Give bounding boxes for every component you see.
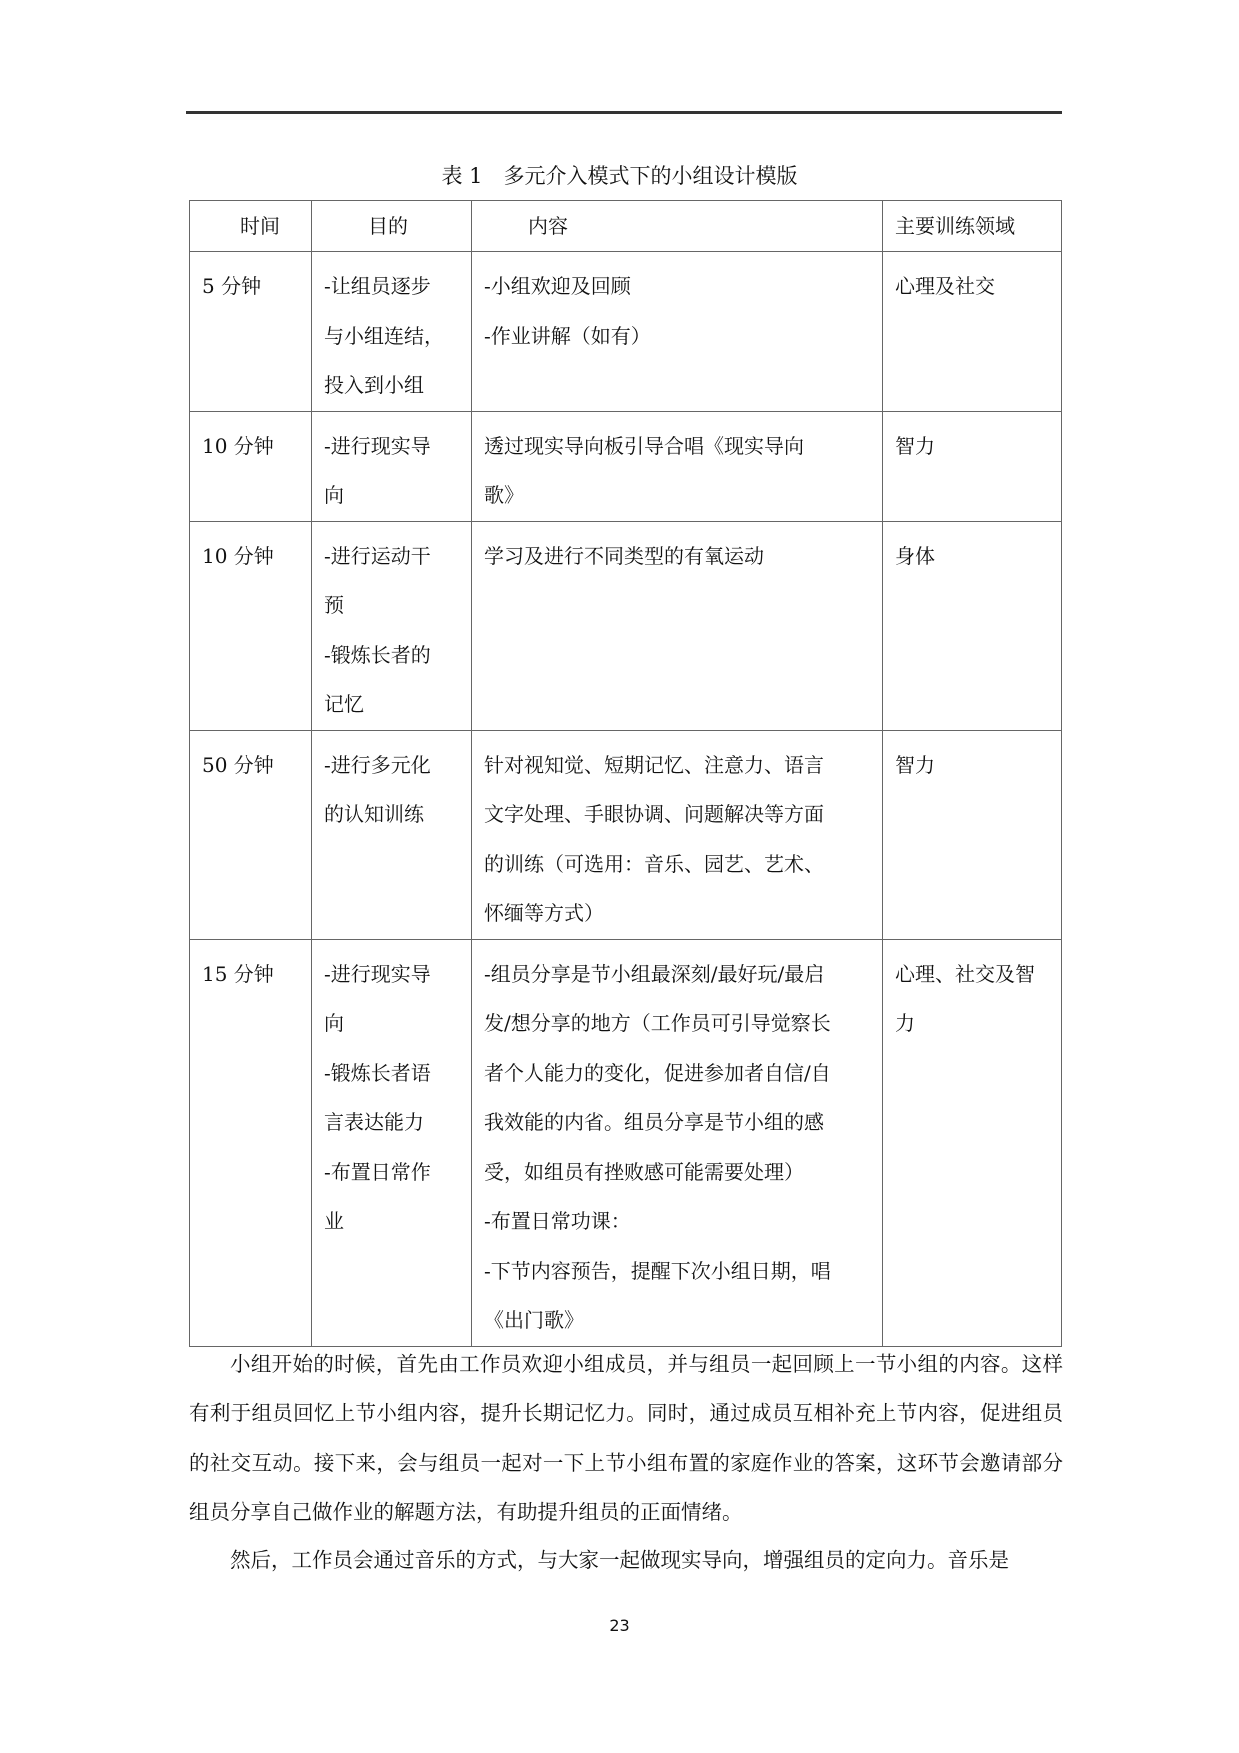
cell-domain [883, 521, 1062, 730]
cell-content [472, 730, 883, 939]
header-content: 内容 [472, 201, 883, 252]
cell-time: 50 分钟 [190, 730, 312, 939]
cell-purpose [312, 939, 472, 1346]
cell-domain-line: 身体 [895, 543, 935, 568]
cell-purpose-line: 的认知训练 [324, 802, 424, 826]
cell-content-line: -小组欢迎及回顾 [484, 274, 631, 298]
cell-purpose-line: 记忆 [324, 692, 364, 716]
cell-content-line: 文字处理、手眼协调、问题解决等方面 [484, 802, 824, 826]
cell-content [472, 252, 883, 412]
body-paragraph: 小组开始的时候，首先由工作员欢迎小组成员，并与组员一起回顾上一节小组的内容。这样有利于组员回忆上节小组内容，提升长期记忆力。同时，通过成员互相补充上节内容，促进组员的社交互动。接下来，会与组员一起对一下上节小组布置的家庭作业的答案，这环节会邀请部分组员分享自己做作业的解题方法，有助提升组员的正面情绪。 [189, 1352, 1063, 1524]
cell-purpose-line: 业 [324, 1209, 344, 1233]
cell-purpose-line: 向 [324, 483, 344, 507]
cell-time: 10 分钟 [190, 521, 312, 730]
cell-purpose-line: 投入到小组 [324, 373, 424, 397]
cell-content-line: 受，如组员有挫败感可能需要处理） [484, 1159, 804, 1184]
cell-time: 10 分钟 [190, 411, 312, 521]
table-row [190, 730, 1062, 939]
cell-purpose-line: -锻炼长者语 [324, 1060, 431, 1085]
cell-purpose-line: -进行现实导 [324, 433, 431, 458]
cell-domain [883, 252, 1062, 412]
table-caption: 表 1 多元介入模式下的小组设计模版 [441, 164, 798, 188]
table-row [190, 521, 1062, 730]
cell-content-line: -组员分享是节小组最深刻/最好玩/最启 [484, 961, 825, 986]
cell-purpose [312, 252, 472, 412]
table-row [190, 252, 1062, 412]
cell-domain [883, 730, 1062, 939]
cell-domain-line: 智力 [895, 433, 935, 458]
cell-time: 15 分钟 [190, 939, 312, 1346]
cell-purpose-line: -进行运动干 [324, 543, 431, 568]
cell-content [472, 411, 883, 521]
cell-time: 5 分钟 [190, 252, 312, 412]
cell-purpose-line: -布置日常作 [324, 1159, 431, 1184]
table-row [190, 939, 1062, 1346]
cell-purpose [312, 730, 472, 939]
cell-content-line: 透过现实导向板引导合唱《现实导向 [484, 433, 804, 458]
body-paragraph: 然后，工作员会通过音乐的方式，与大家一起做现实导向，增强组员的定向力。音乐是 [230, 1548, 1009, 1572]
cell-purpose-line: 向 [324, 1011, 344, 1035]
cell-content [472, 939, 883, 1346]
cell-domain-line: 智力 [895, 752, 935, 777]
cell-purpose-line: 言表达能力 [324, 1110, 424, 1134]
table-row [190, 411, 1062, 521]
cell-purpose [312, 521, 472, 730]
cell-purpose-line: -进行现实导 [324, 961, 431, 986]
cell-content-line: 者个人能力的变化，促进参加者自信/自 [484, 1060, 831, 1085]
cell-purpose-line: -进行多元化 [324, 752, 431, 777]
cell-domain-line: 心理、社交及智 [895, 961, 1035, 986]
cell-content-line: 《出门歌》 [484, 1308, 584, 1332]
cell-domain-line: 心理及社交 [895, 274, 995, 298]
cell-purpose-line: -锻炼长者的 [324, 642, 431, 667]
cell-domain [883, 939, 1062, 1346]
cell-content-line: 我效能的内省。组员分享是节小组的感 [484, 1110, 824, 1134]
cell-content-line: -下节内容预告，提醒下次小组日期，唱 [484, 1258, 831, 1283]
cell-purpose-line: -让组员逐步 [324, 274, 431, 298]
cell-content-line: 歌》 [484, 483, 524, 507]
cell-purpose [312, 411, 472, 521]
cell-content-line: 的训练（可选用：音乐、园艺、艺术、 [484, 851, 824, 876]
cell-content-line: -布置日常功课： [484, 1209, 631, 1233]
cell-content-line: -作业讲解（如有） [484, 323, 651, 348]
cell-domain-line: 力 [895, 1011, 915, 1035]
header-domain: 主要训练领域 [883, 201, 1062, 252]
cell-purpose-line: 与小组连结， [324, 323, 444, 348]
cell-content-line: 针对视知觉、短期记忆、注意力、语言 [484, 752, 824, 777]
cell-purpose-line: 预 [324, 593, 344, 617]
cell-content-line: 发/想分享的地方（工作员可引导觉察长 [484, 1011, 831, 1035]
cell-content-line: 怀缅等方式） [484, 901, 604, 925]
header-rule [186, 111, 1062, 114]
page-number: 23 [609, 1616, 630, 1635]
table-header-row [190, 201, 1062, 252]
cell-content [472, 521, 883, 730]
cell-content-line: 学习及进行不同类型的有氧运动 [484, 543, 764, 568]
group-design-table [189, 200, 1062, 1347]
cell-domain [883, 411, 1062, 521]
header-purpose: 目的 [312, 201, 472, 252]
header-time: 时间 [190, 201, 312, 252]
